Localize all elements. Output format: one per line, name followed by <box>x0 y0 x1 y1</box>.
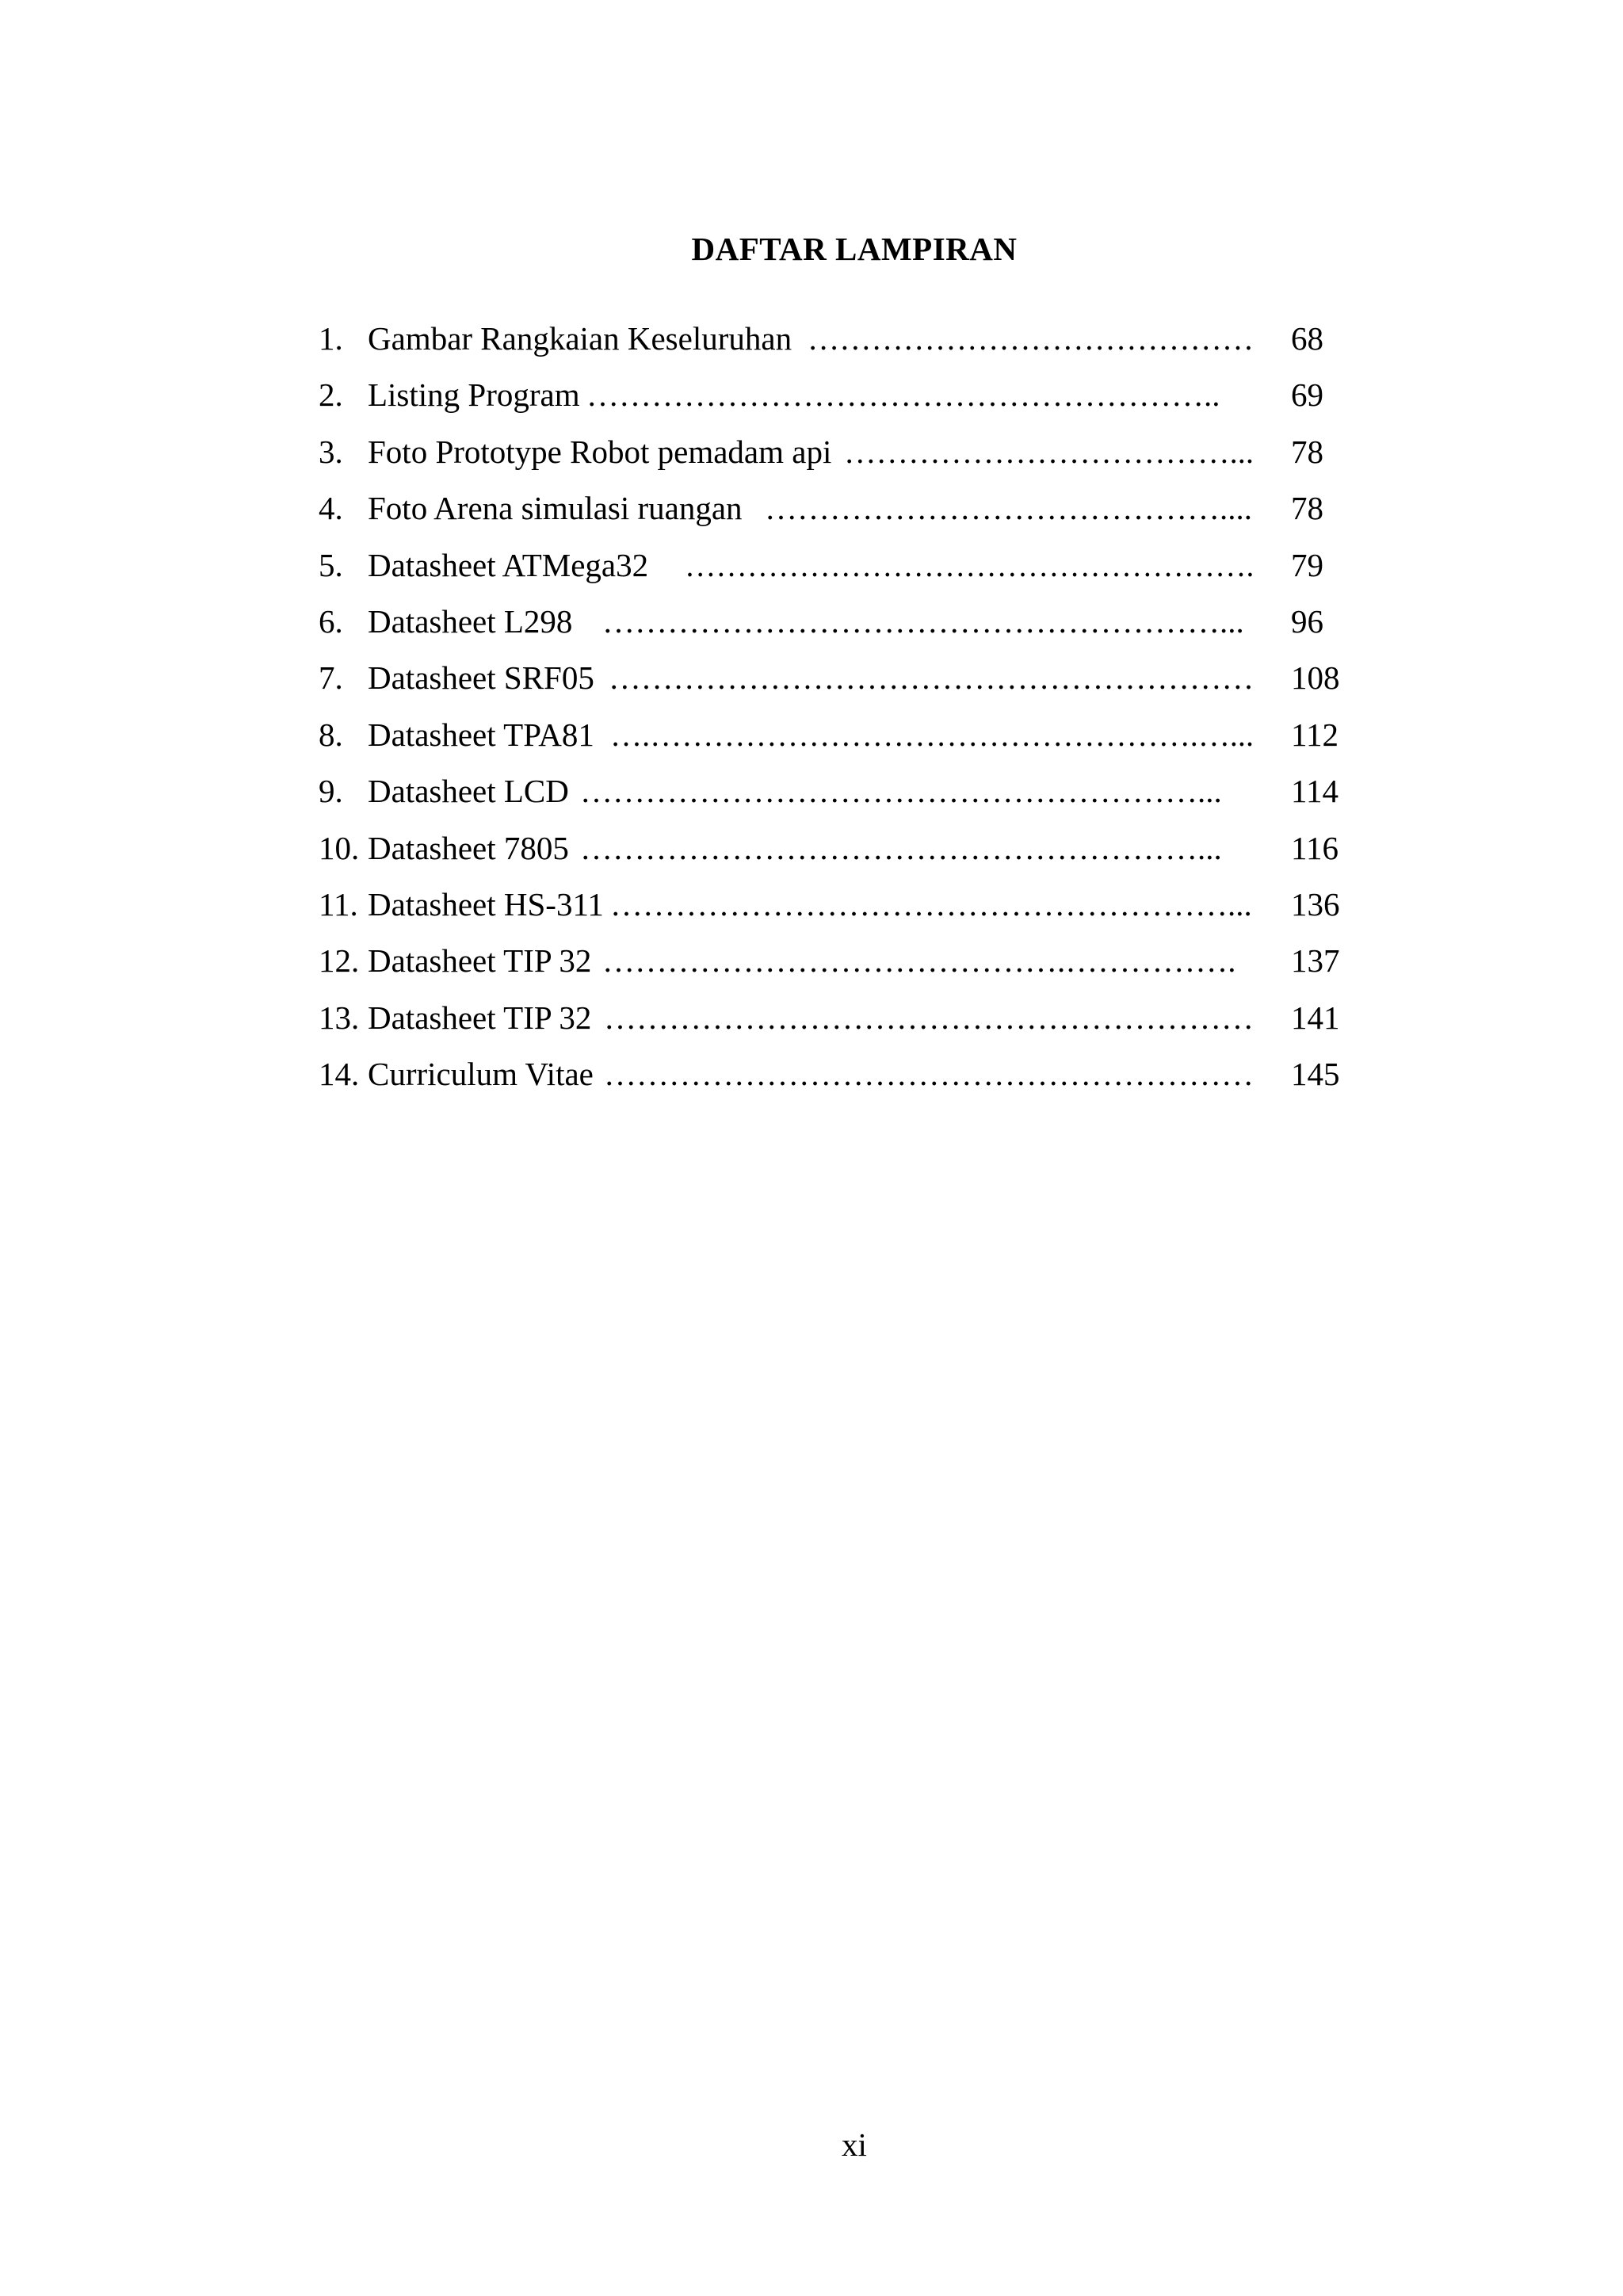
entry-page-number: 68 <box>1291 320 1323 357</box>
entry-label: Gambar Rangkaian Keseluruhan <box>368 320 792 357</box>
appendix-entry <box>319 650 1349 706</box>
entry-dot-leader: ………………………………... <box>844 433 1254 470</box>
entry-dot-leader: …………………………………… <box>808 320 1254 357</box>
entry-page-number: 137 <box>1291 942 1340 980</box>
entry-label: Datasheet SRF05 <box>368 659 594 697</box>
entry-page-number: 69 <box>1291 376 1323 414</box>
entry-dot-leader: …………………………………………………... <box>610 885 1252 923</box>
entry-number: 12. <box>319 942 360 980</box>
entry-page-number: 114 <box>1291 773 1338 810</box>
appendix-entry <box>319 933 1349 989</box>
entry-dot-leader: ………………………………………………….. <box>586 376 1220 414</box>
page-number: xi <box>842 2126 867 2163</box>
appendix-entry <box>319 763 1349 819</box>
entry-dot-leader: …………………………………………………... <box>580 829 1222 866</box>
entry-label: Datasheet 7805 <box>368 829 569 866</box>
entry-dot-leader: …………………………………………………… <box>604 999 1254 1036</box>
entry-dot-leader: …………………………………………………… <box>609 659 1254 697</box>
entry-label: Foto Prototype Robot pemadam api <box>368 433 832 470</box>
entry-label: Foto Arena simulasi ruangan <box>368 490 743 527</box>
appendix-entry <box>319 424 1349 480</box>
appendix-entry <box>319 367 1349 423</box>
entry-number: 8. <box>319 716 343 753</box>
entry-page-number: 108 <box>1291 659 1340 697</box>
entry-dot-leader: ………………………………………………. <box>685 546 1254 583</box>
entry-number: 10. <box>319 829 360 866</box>
entry-label: Datasheet LCD <box>368 773 569 810</box>
appendix-entry <box>319 707 1349 763</box>
entry-dot-leader: …………………………………….... <box>765 490 1252 527</box>
appendix-entry <box>319 311 1349 367</box>
entry-dot-leader: …………………………………………………… <box>604 1056 1254 1093</box>
entry-number: 5. <box>319 546 343 583</box>
entry-page-number: 78 <box>1291 490 1323 527</box>
entry-label: Datasheet ATMega32 <box>368 546 649 583</box>
entry-label: Datasheet L298 <box>368 602 573 640</box>
entry-dot-leader: …………………………………………………... <box>580 773 1222 810</box>
entry-label: Datasheet TPA81 <box>368 716 594 753</box>
entry-dot-leader: ….…………………………………………….…... <box>610 716 1254 753</box>
entry-label: Listing Program <box>368 376 580 414</box>
entry-dot-leader: …………………………………………………... <box>602 602 1244 640</box>
appendix-entry <box>319 537 1349 594</box>
entry-number: 3. <box>319 433 343 470</box>
entry-number: 9. <box>319 773 343 810</box>
entry-page-number: 145 <box>1291 1056 1340 1093</box>
entry-dot-leader: …………………………………….……………. <box>602 942 1236 980</box>
entry-page-number: 79 <box>1291 546 1323 583</box>
entry-number: 6. <box>319 602 343 640</box>
entry-label: Datasheet TIP 32 <box>368 999 592 1036</box>
entry-number: 14. <box>319 1056 360 1093</box>
entry-page-number: 141 <box>1291 999 1340 1036</box>
entry-number: 13. <box>319 999 360 1036</box>
appendix-entry <box>319 594 1349 650</box>
entry-page-number: 112 <box>1291 716 1338 753</box>
entry-label: Datasheet TIP 32 <box>368 942 592 980</box>
appendix-entry <box>319 1046 1349 1102</box>
entry-page-number: 78 <box>1291 433 1323 470</box>
entry-label: Curriculum Vitae <box>368 1056 594 1093</box>
entry-number: 2. <box>319 376 343 414</box>
appendix-entry <box>319 990 1349 1046</box>
entry-number: 11. <box>319 885 358 923</box>
appendix-entry <box>319 820 1349 877</box>
entry-number: 4. <box>319 490 343 527</box>
entry-number: 7. <box>319 659 343 697</box>
appendix-entry <box>319 877 1349 933</box>
page-title: DAFTAR LAMPIRAN <box>691 231 1018 267</box>
appendix-entry <box>319 480 1349 537</box>
entry-page-number: 136 <box>1291 885 1340 923</box>
entry-label: Datasheet HS-311 <box>368 885 604 923</box>
entry-page-number: 116 <box>1291 829 1338 866</box>
entry-page-number: 96 <box>1291 602 1323 640</box>
appendix-list <box>319 311 1349 1102</box>
entry-number: 1. <box>319 320 343 357</box>
